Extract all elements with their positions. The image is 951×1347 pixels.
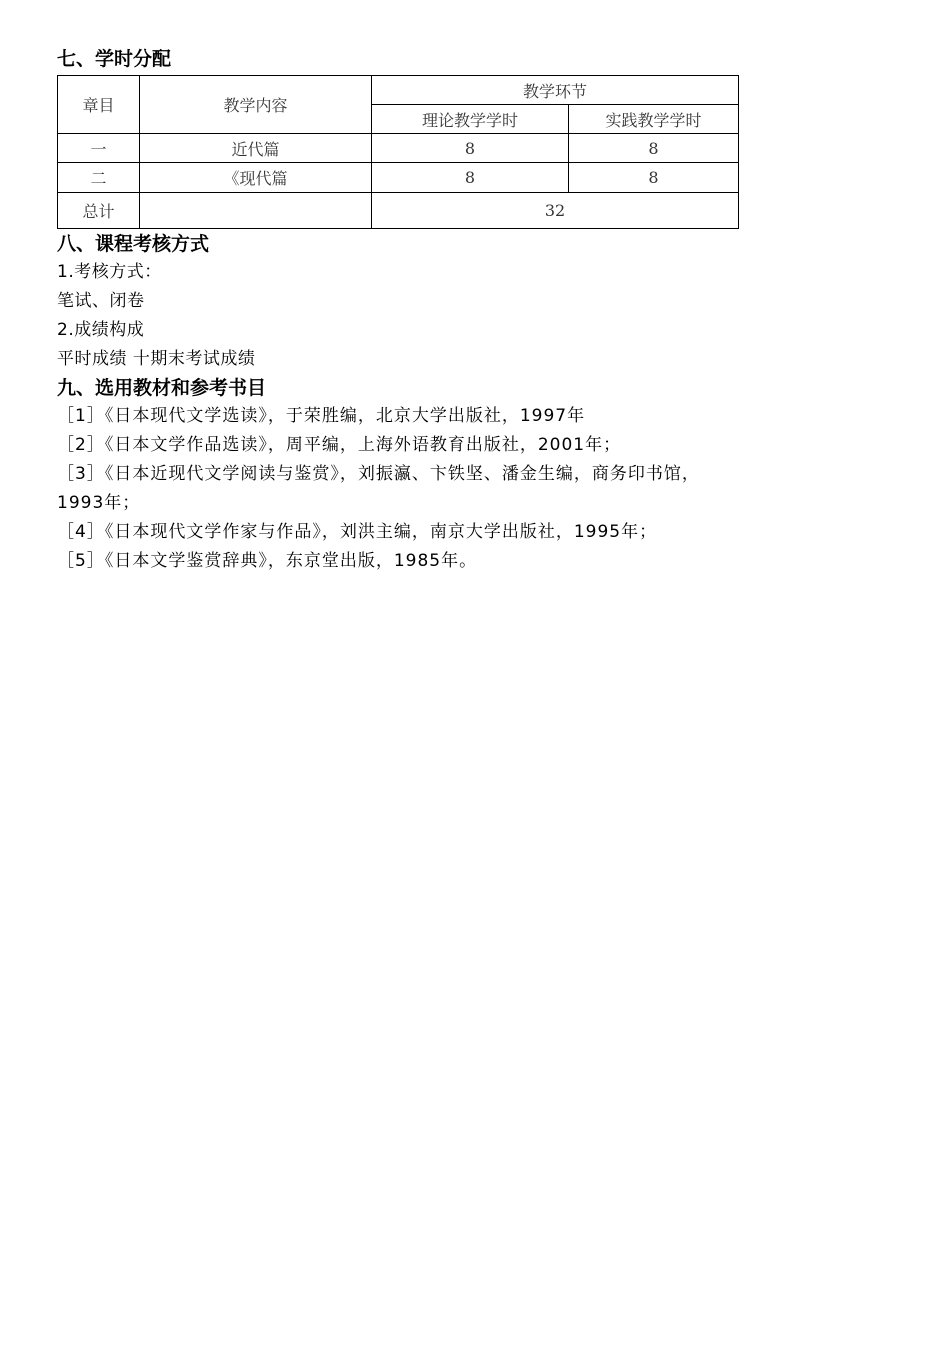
section-9-title: 九、选用教材和参考书目 [57,377,267,399]
cell-practice: 8 [569,163,739,193]
cell-content: 《现代篇 [140,163,372,193]
reference-item: ［2］《日本文学作品选读》，周平编，上海外语教育出版社，2001年； [57,435,622,455]
header-practice-hours: 实践教学学时 [569,105,739,134]
grade-composition-label: 2.成绩构成 [57,320,145,340]
cell-total-empty [140,193,372,229]
reference-item: ［1］《日本现代文学选读》，于荣胜编，北京大学出版社，1997年 [57,406,586,426]
section-7-title: 七、学时分配 [57,48,172,70]
cell-total-label: 总计 [58,193,140,229]
cell-practice: 8 [569,134,739,163]
assessment-method-label: 1.考核方式： [57,262,162,282]
header-content: 教学内容 [140,76,372,134]
class-hours-table [57,75,739,229]
reference-item: ［5］《日本文学鉴赏辞典》，东京堂出版，1985年。 [57,551,478,571]
header-teaching-link: 教学环节 [372,76,739,105]
table-header-row [58,76,739,105]
cell-chapter: 一 [58,134,140,163]
cell-total-value: 32 [372,193,739,229]
header-theory-hours: 理论教学学时 [372,105,569,134]
table-row [58,163,739,193]
table-total-row [58,193,739,229]
assessment-method-value: 笔试、闭卷 [57,291,145,311]
table-row [58,134,739,163]
grade-composition-value: 平时成绩 十期末考试成绩 [57,349,256,369]
reference-item-continued: 1993年； [57,493,141,513]
reference-item: ［3］《日本近现代文学阅读与鉴赏》，刘振瀛、卞铁坚、潘金生编，商务印书馆， [57,464,700,484]
section-8-title: 八、课程考核方式 [57,233,210,255]
reference-item: ［4］《日本现代文学作家与作品》，刘洪主编，南京大学出版社，1995年； [57,522,658,542]
cell-theory: 8 [372,134,569,163]
cell-chapter: 二 [58,163,140,193]
cell-content: 近代篇 [140,134,372,163]
document-page [57,45,917,576]
header-chapter: 章目 [58,76,140,134]
cell-theory: 8 [372,163,569,193]
